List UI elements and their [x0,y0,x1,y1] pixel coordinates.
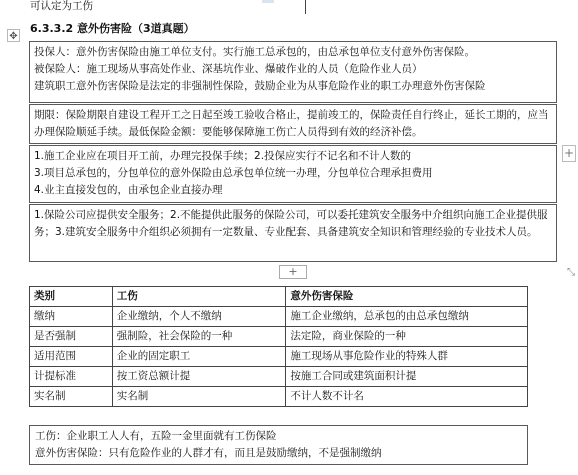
safety-service-text: 1.保险公司应提供安全服务；2.不能提供此服务的保险公司，可以委托建筑安全服务中介组织向施工企业提供服务；3.建筑安全服务中介组织必须拥有一定数量、专业配套、具备建筑安全知识和管理经验的专业技术人员。 [34,209,548,238]
add-row-plus-icon[interactable]: + [563,146,575,160]
add-block-plus-icon[interactable]: + [279,265,307,279]
table-cell: 是否强制 [30,327,113,347]
nature-line: 建筑职工意外伤害保险是法定的非强制性保险，鼓励企业为从事危险作业的职工办理意外伤害保险 [34,80,486,92]
table-row [30,307,528,327]
table-cell: 按施工合同或建筑面积计提 [286,367,528,387]
resize-handle-icon[interactable]: ⤡ [567,267,575,278]
procedure-line-3: 4.业主直接发包的，由承包企业直接办理 [34,184,223,196]
table-row [30,347,528,367]
column-divider [305,0,306,14]
table-cell: 强制险，社会保险的一种 [112,327,286,347]
table-cell: 计提标准 [30,367,113,387]
table-cell: 施工企业缴纳，总承包的由总承包缴纳 [286,307,528,327]
previous-text-line: 可认定为工伤 [30,0,93,12]
safety-service-box [29,204,557,262]
table-cell: 缴纳 [30,307,113,327]
table-cell: 实名制 [30,387,113,407]
header-category: 类别 [30,287,113,307]
table-header-row [30,287,528,307]
table-row [30,387,528,407]
insurance-parties-box [29,41,557,103]
insured-line: 被保险人：施工现场从事高处作业、深基坑作业、爆破作业的人员（危险作业人员） [34,63,423,75]
move-cross-arrows-icon[interactable]: ✥ [7,29,20,42]
table-cell: 法定险，商业保险的一种 [286,327,528,347]
header-accident-insurance: 意外伤害保险 [286,287,528,307]
table-cell: 施工现场从事危险作业的特殊人群 [286,347,528,367]
summary-line-2: 意外伤害保险：只有危险作业的人群才有，而且是鼓励缴纳，不是强制缴纳 [35,447,382,459]
summary-box [29,425,528,465]
comparison-table [29,286,528,407]
table-cell: 实名制 [112,387,286,407]
policyholder-line: 投保人：意外伤害保险由施工单位支付。实行施工总承包的，由总承包单位支付意外伤害保险。 [34,46,475,58]
procedure-line-2: 3.项目总承包的，分包单位的意外保险由总承包单位统一办理，分包单位合理承担费用 [34,167,433,179]
table-cell: 不计人数不计名 [286,387,528,407]
summary-line-1: 工伤：企业职工人人有，五险一金里面就有工伤保险 [35,430,277,442]
period-text: 期限：保险期限自建设工程开工之日起至竣工验收合格止，提前竣工的，保险责任自行终止，延长工期的，应当办理保险顺延手续。最低保险金额：要能够保障施工伤亡人员得到有效的经济补偿。 [34,109,549,138]
insurance-procedure-box [29,145,557,203]
table-cell: 企业的固定职工 [112,347,286,367]
table-cell: 适用范围 [30,347,113,367]
header-work-injury: 工伤 [112,287,286,307]
table-cell: 企业缴纳，个人不缴纳 [112,307,286,327]
top-highlight-mark [262,0,274,3]
procedure-line-1: 1.施工企业应在项目开工前，办理完投保手续；2.投保应实行不记名和不计人数的 [34,150,412,162]
section-heading: 6.3.3.2 意外伤害险（3道真题） [30,22,195,35]
table-row [30,367,528,387]
table-cell: 按工资总额计提 [112,367,286,387]
table-row [30,327,528,347]
insurance-period-box [29,104,557,144]
